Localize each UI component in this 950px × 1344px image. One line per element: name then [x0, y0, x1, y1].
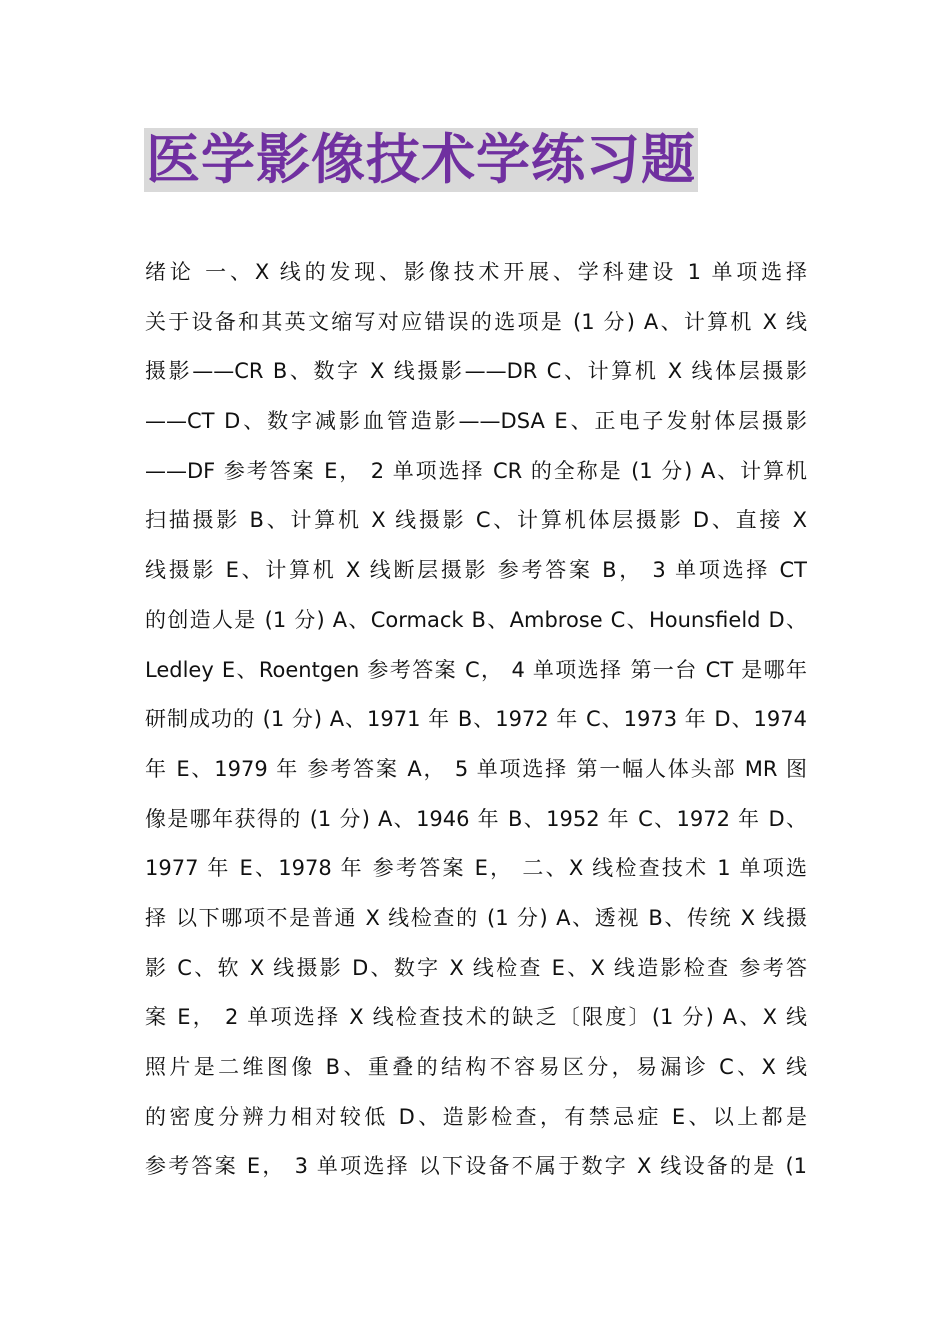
body-line: 案 E， 2 单项选择 X 线检查技术的缺乏〔限度〕(1 分) A、X 线	[145, 1005, 807, 1030]
body-line: 像是哪年获得的 (1 分) A、1946 年 B、1952 年 C、1972 年 D、	[145, 806, 807, 831]
body-line: 关于设备和其英文缩写对应错误的选项是 (1 分) A、计算机 X 线	[145, 309, 807, 334]
body-line: ——CT D、数字减影血管造影——DSA E、正电子发射体层摄影	[145, 409, 807, 434]
title-highlight	[144, 128, 698, 192]
body-line: 的密度分辨力相对较低 D、造影检查，有禁忌症 E、以上都是	[145, 1104, 807, 1129]
body-line: 扫描摄影 B、计算机 X 线摄影 C、计算机体层摄影 D、直接 X	[145, 508, 807, 533]
document-body	[145, 248, 807, 1192]
body-line: 1977 年 E、1978 年 参考答案 E， 二、X 线检查技术 1 单项选	[145, 856, 807, 881]
body-line: 影 C、软 X 线摄影 D、数字 X 线检查 E、X 线造影检查 参考答	[145, 955, 807, 980]
body-line: 年 E、1979 年 参考答案 A， 5 单项选择 第一幅人体头部 MR 图	[145, 756, 807, 781]
body-line: 的创造人是 (1 分) A、Cormack B、Ambrose C、Hounsfield D、	[145, 607, 807, 632]
body-line: 线摄影 E、计算机 X 线断层摄影 参考答案 B， 3 单项选择 CT	[145, 558, 807, 583]
body-line: ——DF 参考答案 E， 2 单项选择 CR 的全称是 (1 分) A、计算机	[145, 458, 807, 483]
body-line: 研制成功的 (1 分) A、1971 年 B、1972 年 C、1973 年 D、1974	[145, 707, 807, 732]
body-line: 照片是二维图像 B、重叠的结构不容易区分，易漏诊 C、X 线	[145, 1055, 807, 1079]
body-line: 绪论 一、X 线的发现、影像技术开展、学科建设 1 单项选择	[145, 260, 807, 284]
body-line: 择 以下哪项不是普通 X 线检查的 (1 分) A、透视 B、传统 X 线摄	[145, 905, 807, 930]
body-line: 摄影——CR B、数字 X 线摄影——DR C、计算机 X 线体层摄影	[145, 359, 807, 384]
body-line: 参考答案 E， 3 单项选择 以下设备不属于数字 X 线设备的是 (1	[145, 1154, 807, 1179]
body-line: Ledley E、Roentgen 参考答案 C， 4 单项选择 第一台 CT 是哪年	[145, 657, 807, 682]
document-title: 医学影像技术学练习题	[146, 128, 696, 191]
